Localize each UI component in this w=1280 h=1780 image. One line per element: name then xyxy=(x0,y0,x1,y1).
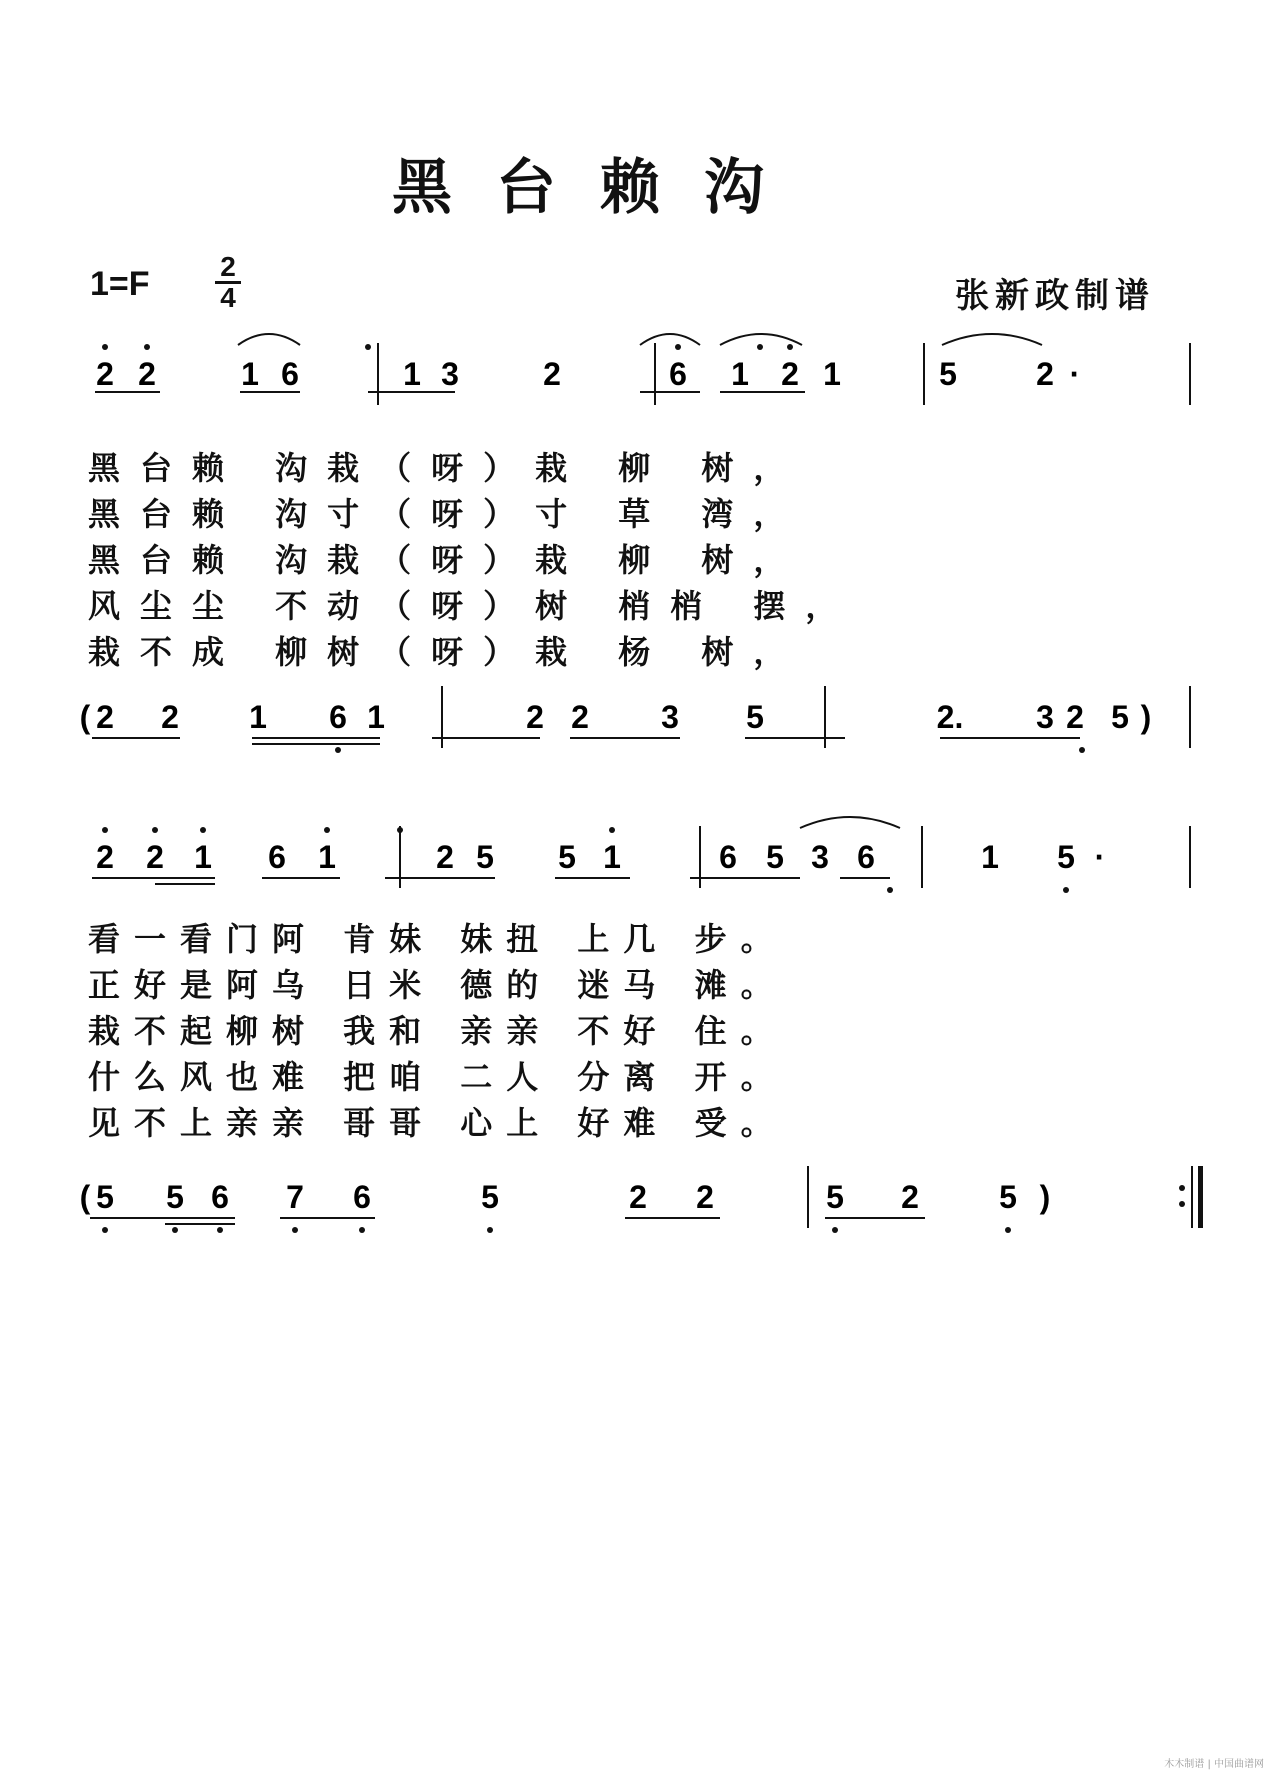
lyric-line: 栽不起柳树 我和 亲亲 不好 住。 xyxy=(88,1012,787,1050)
note: 5 xyxy=(96,1179,114,1215)
note: 2 xyxy=(571,699,589,735)
note: 2 xyxy=(781,356,799,392)
note: 2 xyxy=(96,699,114,735)
note: 6 xyxy=(211,1179,229,1215)
song-title: 黑台赖沟 xyxy=(392,153,808,223)
note: 1 xyxy=(249,699,267,735)
note: 6 xyxy=(268,839,286,875)
octave-down-dot xyxy=(887,887,893,893)
note: ( xyxy=(79,1179,91,1215)
note: 5 xyxy=(481,1179,499,1215)
note: 2 xyxy=(138,356,156,392)
note: ) xyxy=(1039,1179,1051,1215)
note: ) xyxy=(1140,699,1152,735)
note: 5 xyxy=(558,839,576,875)
tie-slur xyxy=(800,817,900,828)
tie-slur xyxy=(942,334,1042,345)
note: 2 xyxy=(146,839,164,875)
note: 2 xyxy=(543,356,561,392)
note: 5 xyxy=(166,1179,184,1215)
note: 2 xyxy=(629,1179,647,1215)
octave-up-dot xyxy=(397,827,403,833)
octave-up-dot xyxy=(324,827,330,833)
octave-down-dot xyxy=(1005,1227,1011,1233)
octave-down-dot xyxy=(335,747,341,753)
octave-up-dot xyxy=(102,827,108,833)
note: 5 xyxy=(746,699,764,735)
lyric-line: 栽不成 柳树（呀）栽 杨 树， xyxy=(88,633,806,671)
system-1 xyxy=(95,334,1190,405)
octave-up-dot xyxy=(787,344,793,350)
note: 2 xyxy=(1066,699,1084,735)
note: 2 xyxy=(96,839,114,875)
octave-up-dot xyxy=(757,344,763,350)
octave-up-dot xyxy=(200,827,206,833)
lyric-line: 正好是阿乌 日米 德的 迷马 滩。 xyxy=(88,966,787,1004)
octave-down-dot xyxy=(217,1227,223,1233)
note: 6 xyxy=(353,1179,371,1215)
octave-down-dot xyxy=(832,1227,838,1233)
arranger-credit: 张新政制谱 xyxy=(955,276,1155,316)
octave-down-dot xyxy=(102,1227,108,1233)
note: 5 xyxy=(1057,839,1075,875)
octave-up-dot xyxy=(675,344,681,350)
tie-slur xyxy=(238,334,300,345)
system-3 xyxy=(92,817,1190,893)
note: 3 xyxy=(661,699,679,735)
octave-down-dot xyxy=(172,1227,178,1233)
note: 5 xyxy=(1111,699,1129,735)
tie-slur xyxy=(640,334,700,345)
note: 3 xyxy=(811,839,829,875)
lyric-line: 见不上亲亲 哥哥 心上 好难 受。 xyxy=(88,1104,787,1142)
note: 5 xyxy=(939,356,957,392)
repeat-dot xyxy=(1179,1201,1185,1207)
note: 6 xyxy=(719,839,737,875)
note: 2 xyxy=(161,699,179,735)
repeat-dot xyxy=(1179,1185,1185,1191)
lyric-line: 黑台赖 沟栽（呀）栽 柳 树， xyxy=(88,541,806,579)
note: 1 xyxy=(981,839,999,875)
note: 6 xyxy=(281,356,299,392)
octave-down-dot xyxy=(1063,887,1069,893)
note: 5 xyxy=(476,839,494,875)
lyric-line: 风尘尘 不动（呀）树 梢梢 摆， xyxy=(88,587,858,625)
time-signature-bottom: 4 xyxy=(220,282,236,313)
note: 2 xyxy=(436,839,454,875)
octave-up-dot xyxy=(144,344,150,350)
note: 1 xyxy=(403,356,421,392)
note: · xyxy=(1069,356,1081,392)
octave-down-dot xyxy=(487,1227,493,1233)
note: 6 xyxy=(669,356,687,392)
note: · xyxy=(1094,839,1106,875)
note: 1 xyxy=(194,839,212,875)
note: 5 xyxy=(766,839,784,875)
system-2 xyxy=(80,686,1190,753)
octave-up-dot xyxy=(102,344,108,350)
octave-down-dot xyxy=(1079,747,1085,753)
octave-down-dot xyxy=(359,1227,365,1233)
octave-up-dot xyxy=(152,827,158,833)
note: 2 xyxy=(96,356,114,392)
note: 2 xyxy=(1036,356,1054,392)
note: 2 xyxy=(526,699,544,735)
lyric-line: 黑台赖 沟栽（呀）栽 柳 树， xyxy=(88,449,806,487)
note: 6 xyxy=(329,699,347,735)
tie-slur xyxy=(720,334,802,345)
note: 6 xyxy=(857,839,875,875)
note: 2 xyxy=(901,1179,919,1215)
note: 7 xyxy=(286,1179,304,1215)
octave-up-dot xyxy=(609,827,615,833)
note: 3 xyxy=(441,356,459,392)
note: 5 xyxy=(999,1179,1017,1215)
lyric-line: 黑台赖 沟寸（呀）寸 草 湾， xyxy=(88,495,806,533)
final-bar-thick xyxy=(1198,1166,1203,1228)
watermark: 木木制谱 | 中国曲谱网 xyxy=(1164,1759,1264,1770)
note: 2. xyxy=(936,699,964,735)
note: 5 xyxy=(826,1179,844,1215)
note: 1 xyxy=(603,839,621,875)
system-4 xyxy=(80,1166,1203,1233)
lyric-line: 什么风也难 把咱 二人 分离 开。 xyxy=(88,1058,787,1096)
note: 2 xyxy=(696,1179,714,1215)
key-signature: 1=F xyxy=(90,265,150,303)
note: ( xyxy=(79,699,91,735)
time-signature-top: 2 xyxy=(220,251,236,282)
note: 1 xyxy=(367,699,385,735)
note: 1 xyxy=(823,356,841,392)
octave-down-dot xyxy=(292,1227,298,1233)
note: 3 xyxy=(1036,699,1054,735)
note: 1 xyxy=(318,839,336,875)
note: 1 xyxy=(731,356,749,392)
note: 1 xyxy=(241,356,259,392)
lyric-line: 看一看门阿 肯妹 妹扭 上几 步。 xyxy=(88,920,787,958)
octave-up-dot xyxy=(365,344,371,350)
